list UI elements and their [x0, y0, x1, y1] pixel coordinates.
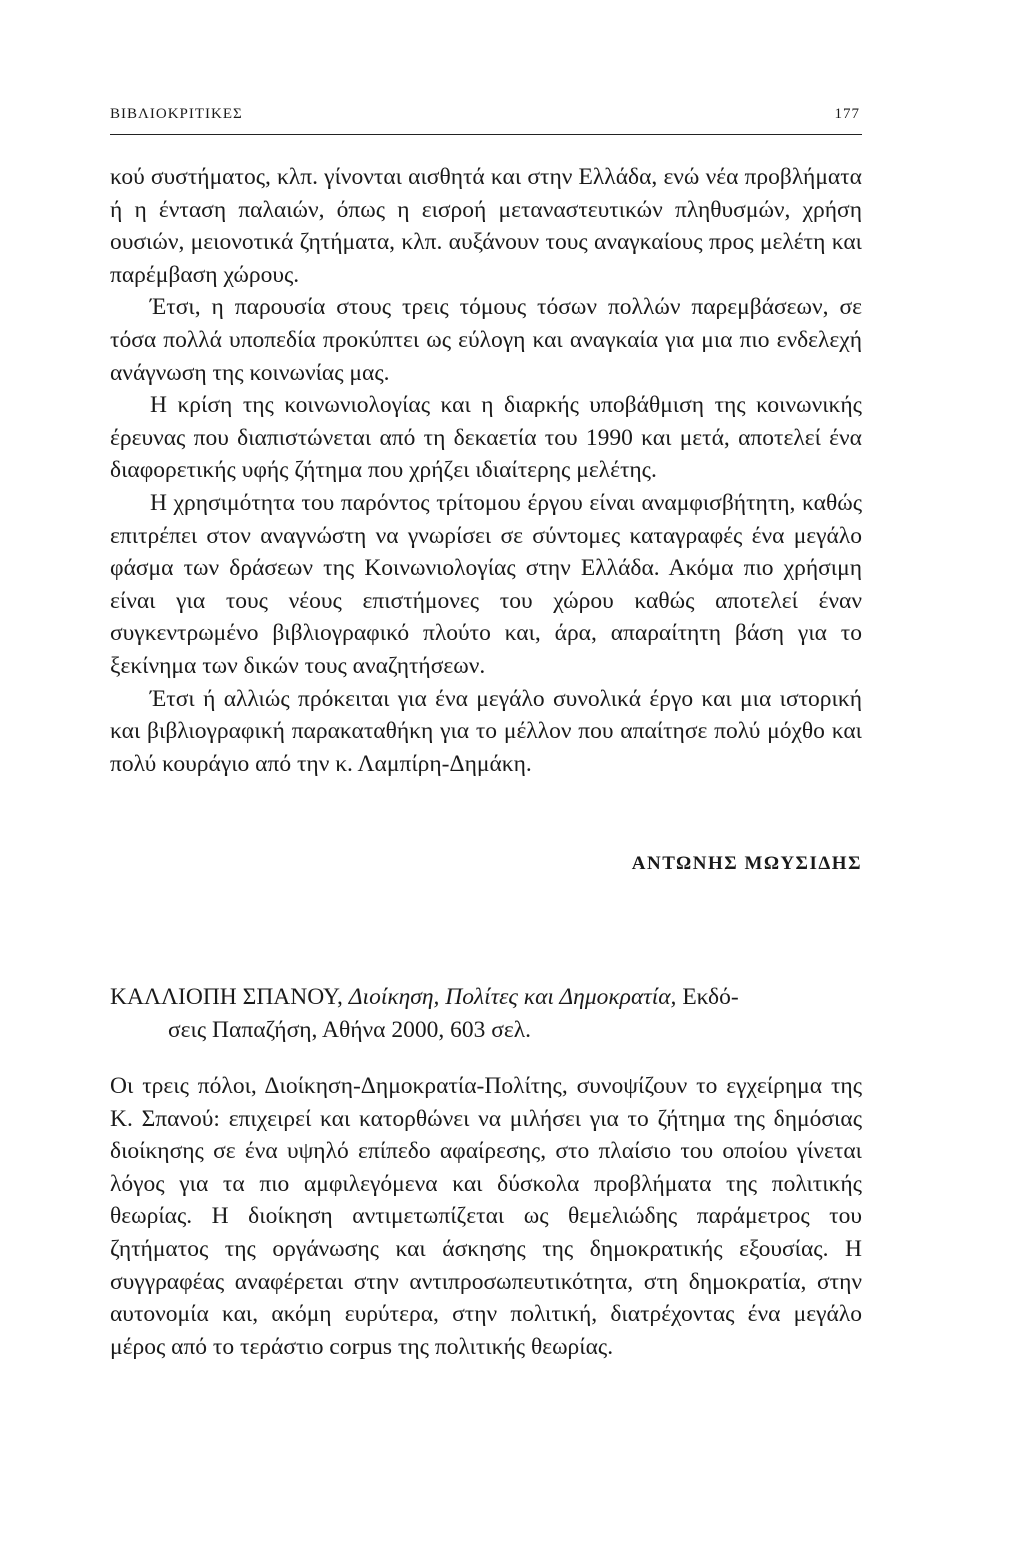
publisher-info: σεις Παπαζήση, Αθήνα 2000, 603 σελ. — [168, 1017, 532, 1043]
review-1-body — [110, 161, 862, 780]
publisher-info-start: Εκδό- — [682, 984, 739, 1010]
review-1-paragraph: Η χρησιμότητα του παρόντος τρίτομου έργου είναι αναμφισβήτητη, καθώς επιτρέπει στον αναγνώστη να γνωρίσει σε σύντομες καταγραφές ένα μεγάλο φάσμα των δράσεων της Κοινωνιολογίας στην Ελλάδα. Ακόμα πιο χρήσιμη είναι για τους νέους επιστήμονες του χώρου καθώς αποτελεί έναν συγκεντρωμένο βιβλιογραφικό πλούτο και, άρα, απαραίτητη βάση για το ξεκίνημα των δικών τους αναζητήσεων. — [110, 489, 862, 679]
review-2-paragraph: Οι τρεις πόλοι, Διοίκηση-Δημοκρατία-Πολίτης, συνοψίζουν το εγχείρημα της Κ. Σπανού: επιχειρεί και κατορθώνει να μιλήσει για το ζήτημα της δημόσιας διοίκησης σε ένα υψηλό επίπεδο αφαίρεσης, στο πλαίσιο του οποίου γίνεται λόγος για τα πιο αμφιλεγόμενα και δύσκολα προβλήματα της πολιτικής θεωρίας. Η διοίκηση αντιμετωπίζεται ως θεμελιώδης παράμετρος του ζητήματος της οργάνωσης και άσκησης της δημοκρατικής εξουσίας. Η συγγραφέας αναφέρεται στην αντιπροσωπευτικότητα, στη δημοκρατία, στην αυτονομία και, ακόμη ευρύτερα, στην πολιτική, διατρέχοντας ένα μεγάλο μέρος από το τεράστιο corpus της πολιτικής θεωρίας. — [110, 1073, 862, 1360]
page-number: 177 — [834, 106, 860, 122]
review-1-paragraph: Έτσι, η παρουσία στους τρεις τόμους τόσων πολλών παρεμβάσεων, σε τόσα πολλά υποπεδία προκύπτει ως εύλογη και αναγκαία για μια πιο ενδελεχή ανάγνωση της κοινωνίας μας. — [110, 294, 862, 386]
section-title: ΒΙΒΛΙΟΚΡΙΤΙΚΕΣ — [110, 106, 243, 122]
review-1-paragraph: κού συστήματος, κλπ. γίνονται αισθητά και στην Ελλάδα, ενώ νέα προβλήματα ή η ένταση παλαιών, όπως η εισροή μεταναστευτικών πληθυσμών, χρήση ουσιών, μειονοτικά ζητήματα, κλπ. αυξάνουν τους αναγκαίους προς μελέτη και παρέμβαση χώρους. — [110, 164, 862, 288]
running-header — [110, 104, 862, 135]
book-title: Διοίκηση, Πολίτες και Δημοκρατία, — [348, 984, 677, 1010]
book-author: ΚΑΛΛΙΟΠΗ ΣΠΑΝΟΥ, — [110, 984, 343, 1010]
review-1-paragraph: Έτσι ή αλλιώς πρόκειται για ένα μεγάλο συνολικά έργο και μια ιστορική και βιβλιογραφική παρακαταθήκη για το μέλλον που απαίτησε πολύ μόχθο και πολύ κουράγιο από την κ. Λαμπίρη-Δημάκη. — [110, 685, 862, 777]
review-2-body — [110, 1070, 862, 1363]
review-1-paragraph: Η κρίση της κοινωνιολογίας και η διαρκής υποβάθμιση της κοινωνικής έρευνας που διαπιστώνεται από τη δεκαετία του 1990 και μετά, αποτελεί ένα διαφορετικής υφής ζήτημα που χρήζει ιδιαίτερης μελέτης. — [110, 392, 862, 484]
reviewer-signature: ΑΝΤΩΝΗΣ ΜΩΥΣΙΔΗΣ — [631, 853, 862, 874]
review-2-heading — [110, 981, 862, 1047]
